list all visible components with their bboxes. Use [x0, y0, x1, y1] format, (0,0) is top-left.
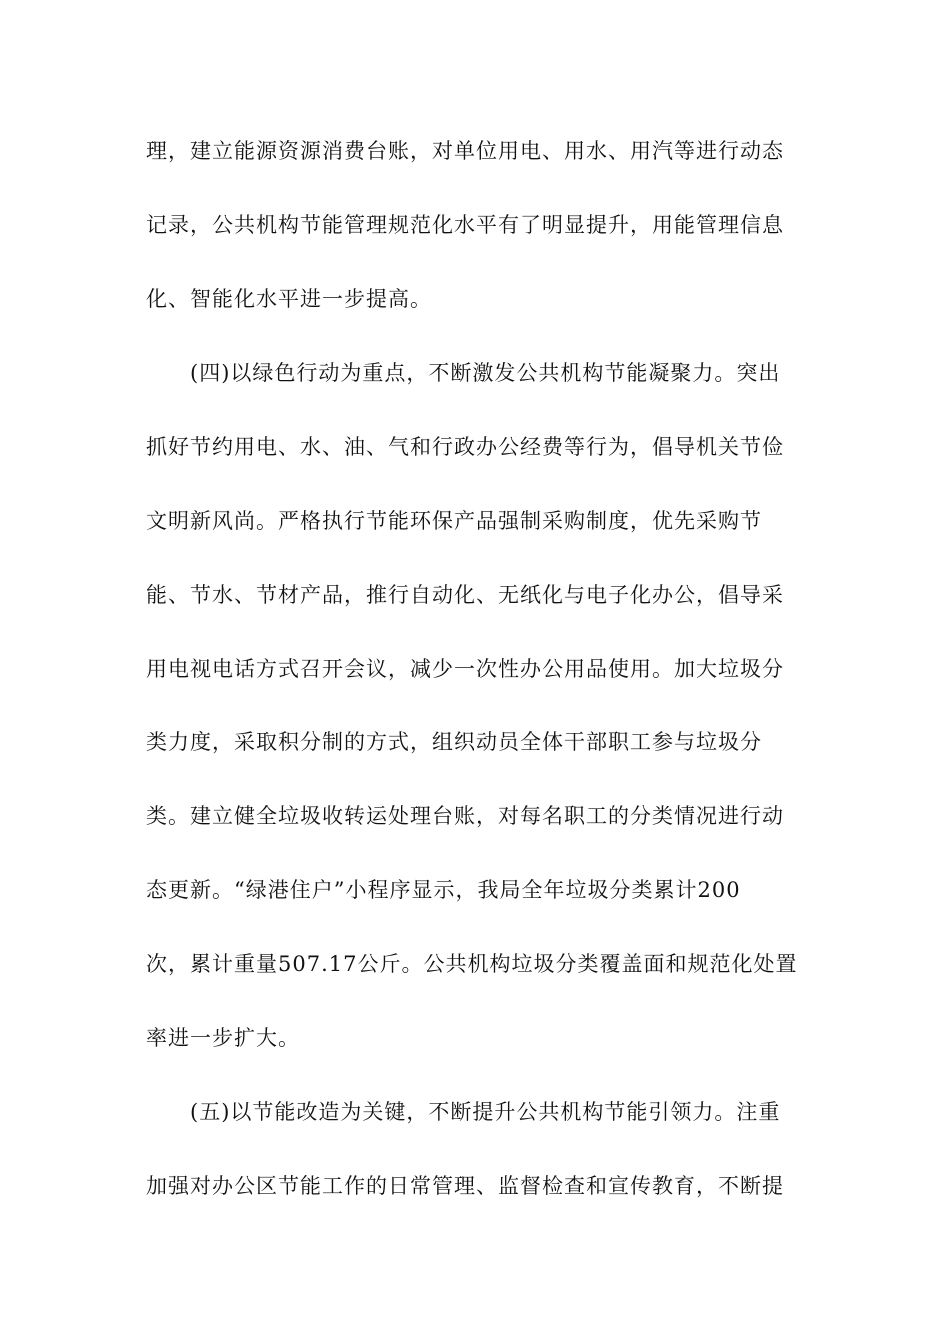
text-line: 率进一步扩大。: [146, 1026, 300, 1050]
text-line: 用电视电话方式召开会议，减少一次性办公用品使用。加大垃圾分: [146, 657, 784, 681]
text-line: 态更新。“绿港住户”小程序显示，我局全年垃圾分类累计200: [146, 878, 741, 902]
text-line: 次，累计重量507.17公斤。公共机构垃圾分类覆盖面和规范化处置: [146, 952, 798, 976]
text-line: 加强对办公区节能工作的日常管理、监督检查和宣传教育，不断提: [146, 1174, 784, 1198]
text-line: 理，建立能源资源消费台账，对单位用电、用水、用汽等进行动态: [146, 139, 784, 163]
text-line: 化、智能化水平进一步提高。: [146, 287, 432, 311]
section-heading-five: (五)以节能改造为关键，不断提升公共机构节能引领力。注重: [190, 1100, 781, 1124]
text-line: 能、节水、节材产品，推行自动化、无纸化与电子化办公，倡导采: [146, 583, 784, 607]
text-line: 类。建立健全垃圾收转运处理台账，对每名职工的分类情况进行动: [146, 804, 784, 828]
text-line: 记录，公共机构节能管理规范化水平有了明显提升，用能管理信息: [146, 213, 784, 237]
text-line: 文明新风尚。严格执行节能环保产品强制采购制度，优先采购节: [146, 509, 762, 533]
section-heading-four: (四)以绿色行动为重点，不断激发公共机构节能凝聚力。突出: [190, 361, 781, 385]
text-line: 抓好节约用电、水、油、气和行政办公经费等行为，倡导机关节俭: [146, 435, 784, 459]
text-line: 类力度，采取积分制的方式，组织动员全体干部职工参与垃圾分: [146, 730, 762, 754]
